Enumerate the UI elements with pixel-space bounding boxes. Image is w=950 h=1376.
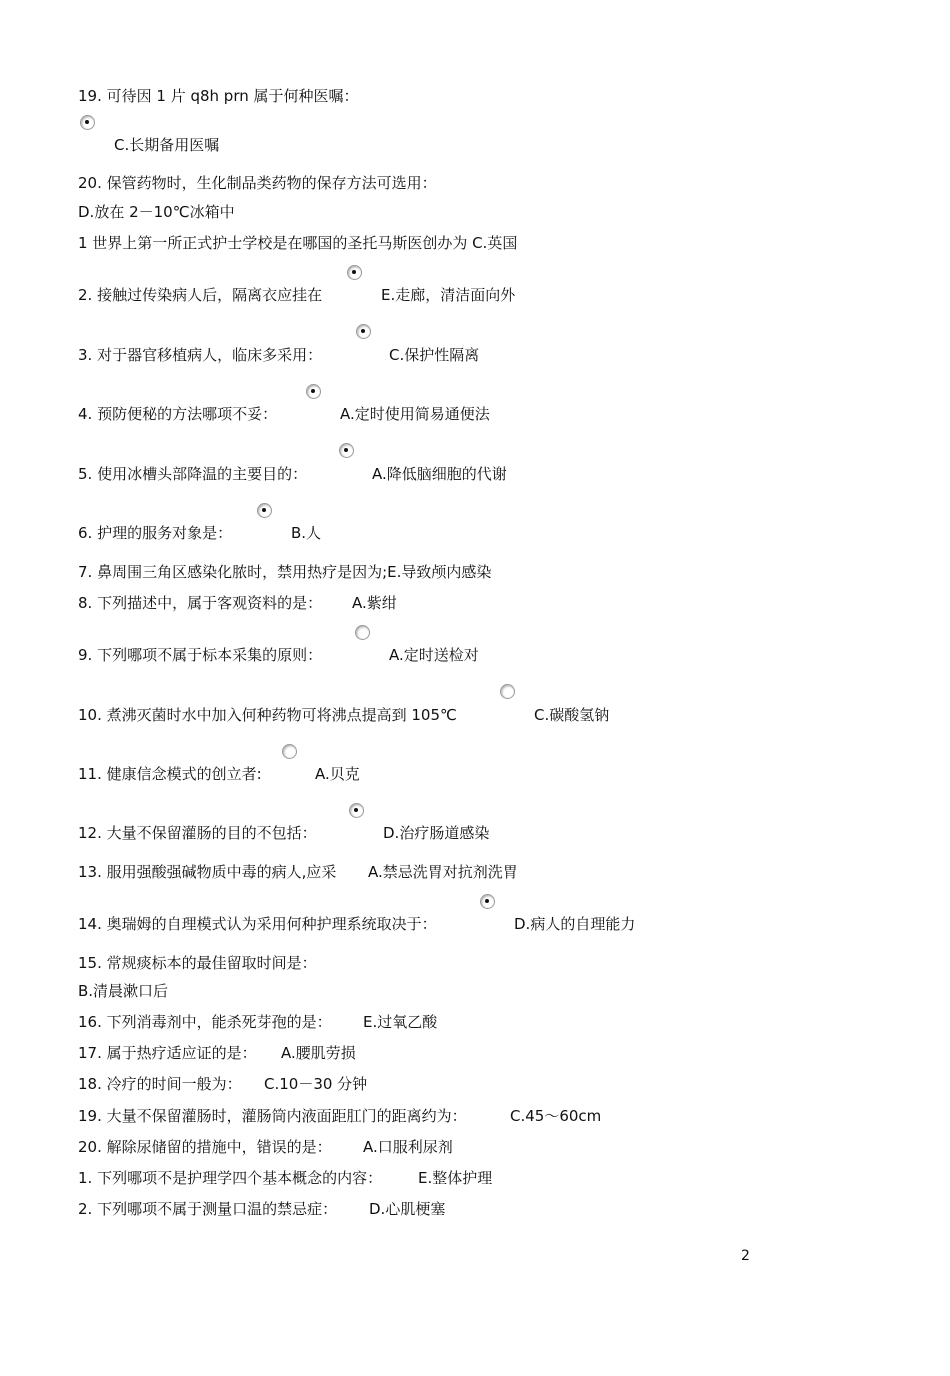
- question-text: 2. 下列哪项不属于测量口温的禁忌症：: [78, 1200, 338, 1218]
- answer-text: C.碳酸氢钠: [534, 706, 610, 724]
- answer-text: D.心肌梗塞: [369, 1200, 446, 1218]
- page-number: 2: [741, 1248, 750, 1264]
- answer-text: E.过氧乙酸: [363, 1013, 438, 1031]
- question-text: 19. 可待因 1 片 q8h prn 属于何种医嘱：: [78, 87, 359, 105]
- question-text: 10. 煮沸灭菌时水中加入何种药物可将沸点提高到 105℃: [78, 706, 457, 724]
- answer-text: C.保护性隔离: [389, 346, 480, 364]
- answer-radio-unselected[interactable]: [282, 744, 297, 759]
- answer-radio-selected[interactable]: [356, 324, 371, 339]
- answer-radio-selected[interactable]: [257, 503, 272, 518]
- question-text: 12. 大量不保留灌肠的目的不包括：: [78, 824, 317, 842]
- answer-text: A.口服利尿剂: [363, 1138, 453, 1156]
- question-text: 17. 属于热疗适应证的是：: [78, 1044, 257, 1062]
- answer-radio-unselected[interactable]: [500, 684, 515, 699]
- question-text: 8. 下列描述中，属于客观资料的是：: [78, 594, 323, 612]
- answer-text: A.贝克: [315, 765, 360, 783]
- answer-radio-selected[interactable]: [480, 894, 495, 909]
- question-text: 9. 下列哪项不属于标本采集的原则：: [78, 646, 323, 664]
- answer-radio-selected[interactable]: [306, 384, 321, 399]
- question-text: 19. 大量不保留灌肠时，灌肠筒内液面距肛门的距离约为：: [78, 1107, 467, 1125]
- answer-text: E.走廊，清洁面向外: [381, 286, 516, 304]
- answer-text: D.病人的自理能力: [514, 915, 636, 933]
- answer-text: E.整体护理: [418, 1169, 493, 1187]
- answer-radio-unselected[interactable]: [355, 625, 370, 640]
- answer-radio-selected[interactable]: [80, 115, 95, 130]
- question-text: 5. 使用冰槽头部降温的主要目的：: [78, 465, 308, 483]
- question-text: 2. 接触过传染病人后，隔离衣应挂在: [78, 286, 323, 304]
- answer-radio-selected[interactable]: [349, 803, 364, 818]
- question-text: 7. 鼻周围三角区感染化脓时，禁用热疗是因为;E.导致颅内感染: [78, 563, 492, 581]
- answer-text: A.降低脑细胞的代谢: [372, 465, 507, 483]
- answer-text: A.紫绀: [352, 594, 397, 612]
- answer-text: B.清晨漱口后: [78, 982, 169, 1000]
- question-text: 6. 护理的服务对象是：: [78, 524, 233, 542]
- answer-text: C.长期备用医嘱: [114, 136, 220, 154]
- answer-text: A.禁忌洗胃对抗剂洗胃: [368, 863, 518, 881]
- answer-text: C.45～60cm: [510, 1107, 602, 1125]
- answer-radio-selected[interactable]: [347, 265, 362, 280]
- question-text: 11. 健康信念模式的创立者:: [78, 765, 262, 783]
- question-text: 16. 下列消毒剂中，能杀死芽孢的是：: [78, 1013, 332, 1031]
- question-text: 13. 服用强酸强碱物质中毒的病人,应采: [78, 863, 337, 881]
- answer-text: B.人: [291, 524, 322, 542]
- question-text: 4. 预防便秘的方法哪项不妥：: [78, 405, 278, 423]
- answer-radio-selected[interactable]: [339, 443, 354, 458]
- answer-text: D.放在 2－10℃冰箱中: [78, 203, 235, 221]
- question-text: 14. 奥瑞姆的自理模式认为采用何种护理系统取决于：: [78, 915, 437, 933]
- answer-text: D.治疗肠道感染: [383, 824, 490, 842]
- question-text: 3. 对于器官移植病人，临床多采用：: [78, 346, 323, 364]
- question-text: 20. 保管药物时，生化制品类药物的保存方法可选用：: [78, 174, 437, 192]
- question-text: 1. 下列哪项不是护理学四个基本概念的内容：: [78, 1169, 383, 1187]
- question-text: 1 世界上第一所正式护士学校是在哪国的圣托马斯医创办为 C.英国: [78, 234, 518, 252]
- answer-text: A.定时使用简易通便法: [340, 405, 490, 423]
- answer-text: C.10－30 分钟: [264, 1075, 368, 1093]
- question-text: 20. 解除尿储留的措施中，错误的是：: [78, 1138, 332, 1156]
- answer-text: A.定时送检对: [389, 646, 479, 664]
- question-text: 18. 冷疗的时间一般为：: [78, 1075, 242, 1093]
- answer-text: A.腰肌劳损: [281, 1044, 356, 1062]
- question-text: 15. 常规痰标本的最佳留取时间是：: [78, 954, 317, 972]
